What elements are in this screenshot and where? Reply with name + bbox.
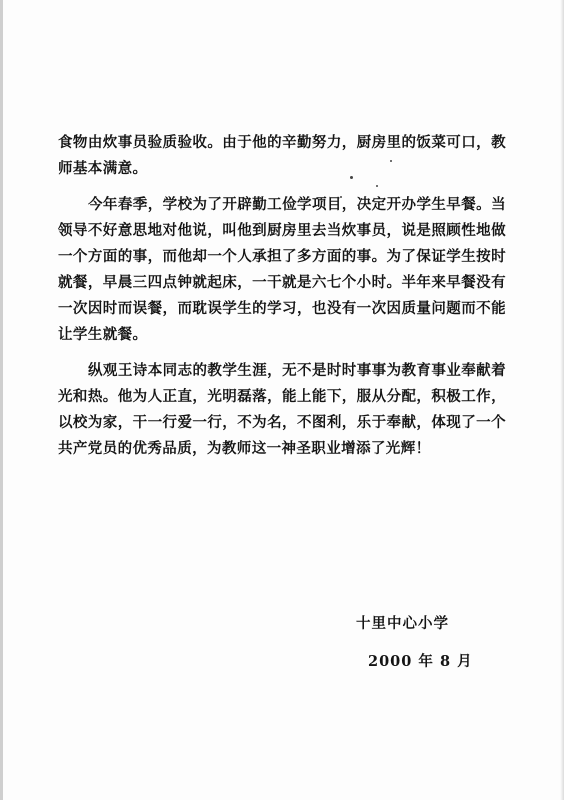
paragraph-continuation: 食物由炊事员验质验收。由于他的辛勤努力，厨房里的饭菜可口，教师基本满意。: [58, 134, 506, 177]
scan-edge-left: [0, 0, 3, 800]
paragraph-conclusion: 纵观王诗本同志的教学生涯，无不是时时事事为教育事业奉献着光和热。他为人正直，光明磊落，能上能下，服从分配，积极工作，以校为家，干一行爱一行，不为名，不图利，乐于奉献，体现了一个共产党员的优秀品质，为教师这一神圣职业增添了光辉！: [58, 362, 506, 457]
signature-organization: 十里中心小学: [356, 615, 449, 632]
scan-edge-right: [560, 0, 564, 800]
signature-date: 2000 年 8 月: [368, 653, 473, 670]
letter-body: [58, 130, 506, 472]
paragraph-breakfast: 今年春季，学校为了开辟勤工俭学项目，决定开办学生早餐。当领导不好意思地对他说，叫他到厨房里去当炊事员，说是照顾性地做一个方面的事，而他却一个人承担了多方面的事。为了保证学生按时就餐，早晨三四点钟就起床，一干就是六七个小时。半年来早餐没有一次因时而误餐，而耽误学生的学习，也没有一次因质量问题而不能让学生就餐。: [58, 196, 506, 343]
